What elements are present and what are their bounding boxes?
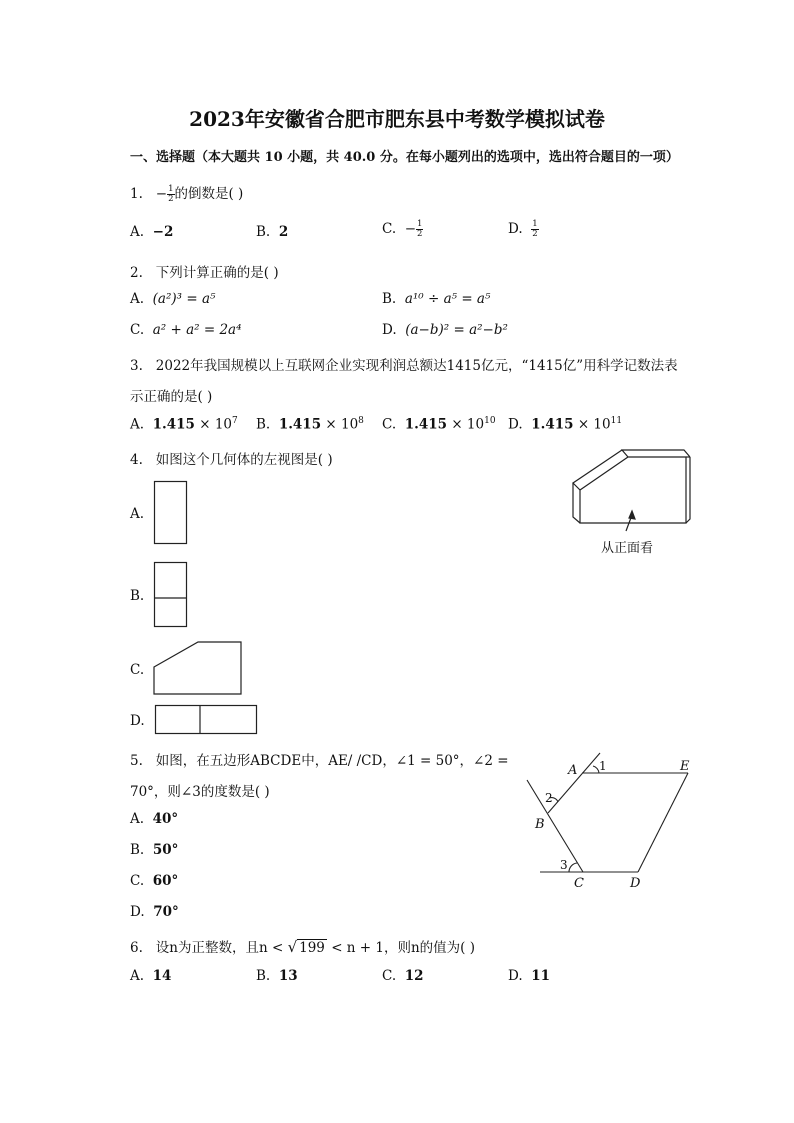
question-text-post: < n + 1，则n的值为( ) [331,940,476,956]
pentagon-figure [520,750,700,895]
option-d-figure [155,705,258,735]
option-b[interactable]: B. 50° [130,842,179,858]
option-c[interactable]: C. 60° [130,873,179,889]
question-number: 3. [130,358,143,374]
option-a[interactable]: A. 40° [130,811,179,827]
label-d: D [630,876,641,891]
question-4 [130,448,333,468]
option-c[interactable]: C. − $\frac{1}{2}$ [382,219,423,239]
geometry-solid-figure [560,445,700,535]
option-a[interactable]: A. $1.415 \times 10^7$ [130,416,238,433]
option-d[interactable]: D. 11 [508,968,551,984]
option-b[interactable]: B. $1.415 \times 10^8$ [256,416,364,433]
question-5-line2: 70°，则∠3的度数是( ) [130,784,270,800]
option-a[interactable]: A. [130,506,145,522]
question-text-pre: 设n为正整数，且n < [155,940,284,956]
option-b-figure [154,562,188,628]
option-d[interactable]: D. $1.415 \times 10^{11}$ [508,416,623,433]
question-5 [130,749,509,769]
question-number: 2. [130,265,143,281]
option-d[interactable]: D. [130,713,145,729]
label-a: A [568,763,578,778]
question-number: 4. [130,452,143,468]
angle-1-label: 1 [599,759,607,773]
slant-top [573,450,622,490]
fraction: $\frac{1}{2}$ [168,184,174,204]
label-b: B [535,817,545,832]
question-3-line2: 示正确的是( ) [130,389,213,405]
option-c[interactable]: C. $1.415 \times 10^{10}$ [382,416,496,433]
page-title: 2023年安徽省合肥市肥东县中考数学模拟试卷 [189,107,605,131]
section-heading: 一、选择题（本大题共 10 小题，共 40.0 分。在每小题列出的选项中，选出符合题目的一项） [130,150,679,165]
option-a-figure [154,481,188,545]
option-a[interactable]: A. 14 [130,968,172,984]
option-b[interactable]: B. a¹⁰ ÷ a⁵ = a⁵ [382,291,491,307]
option-b[interactable]: B. [130,588,145,604]
question-number: 6. [130,940,143,956]
question-number: 1. [130,186,143,202]
option-b[interactable]: B. 13 [256,968,298,984]
label-e: E [680,759,690,774]
option-c[interactable]: C. a² + a² = 2a⁴ [130,322,242,338]
question-6 [130,936,475,956]
option-c[interactable]: C. 12 [382,968,424,984]
question-text: 2022年我国规模以上互联网企业实现利润总额达1415亿元，“1415亿”用科学记数法表 [155,358,678,374]
question-2 [130,261,279,281]
question-number: 5. [130,753,143,769]
option-d[interactable]: D. $\frac{1}{2}$ [508,219,538,239]
question-text: 如图，在五边形ABCDE中，AE/ /CD，∠1 = 50°，∠2 = [155,753,509,769]
option-d[interactable]: D. 70° [130,904,179,920]
label-c: C [574,876,584,891]
sqrt: √ 199 [287,938,325,956]
option-c-figure [153,641,243,695]
top-edge [622,450,690,457]
minus-sign: − [155,186,168,202]
option-a[interactable]: A. (a²)³ = a⁵ [130,291,216,307]
question-text: 如图这个几何体的左视图是( ) [155,452,333,468]
figure-caption: 从正面看 [601,541,654,556]
question-text: 的倒数是( ) [174,186,244,202]
question-1 [130,182,243,204]
option-c[interactable]: C. [130,662,145,678]
angle-2-label: 2 [545,791,553,805]
option-b[interactable]: B. 2 [256,224,289,240]
option-a[interactable]: A. −2 [130,224,174,240]
question-3 [130,354,678,374]
angle-3-label: 3 [560,858,568,872]
question-text: 下列计算正确的是( ) [155,265,279,281]
option-d[interactable]: D. (a−b)² = a²−b² [382,322,508,338]
